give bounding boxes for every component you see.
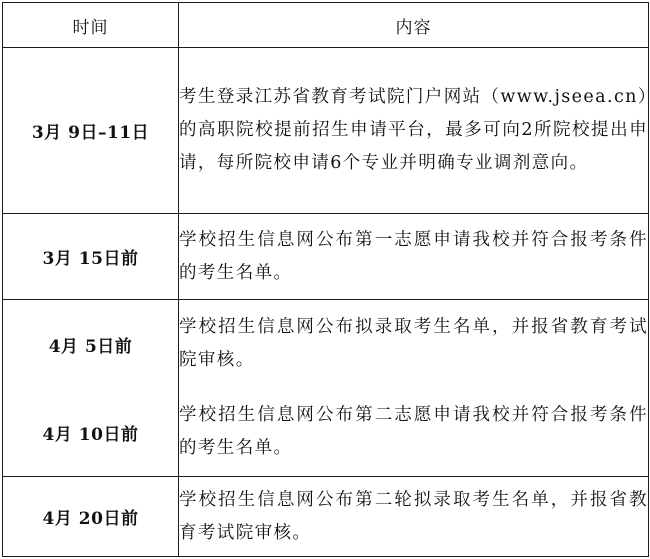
table-header-row <box>3 3 649 48</box>
row-time: 4月 20日前 <box>3 477 179 557</box>
row-content: 学校招生信息网公布第二轮拟录取考生名单，并报省教育考试院审核。 <box>179 477 649 557</box>
row-time: 3月 9日–11日 <box>3 48 179 214</box>
table-row <box>3 48 649 214</box>
table-row <box>3 214 649 300</box>
table-row-merged <box>3 300 649 477</box>
merged-content-cell <box>179 300 649 477</box>
row-content: 考生登录江苏省教育考试院门户网站（www.jseea.cn）的高职院校提前招生申请平台，最多可向2所院校提出申请，每所院校申请6个专业并明确专业调剂意向。 <box>179 48 649 214</box>
enrollment-schedule-table <box>2 2 649 557</box>
row-time: 4月 10日前 <box>42 424 139 445</box>
header-time: 时间 <box>3 3 179 48</box>
row-content: 学校招生信息网公布第一志愿申请我校并符合报考条件的考生名单。 <box>179 214 649 300</box>
row-time: 4月 5日前 <box>48 336 133 357</box>
header-content: 内容 <box>179 3 649 48</box>
row-content: 学校招生信息网公布拟录取考生名单，并报省教育考试院审核。 <box>179 317 648 370</box>
table-row <box>3 477 649 557</box>
merged-time-cell <box>3 300 179 477</box>
row-time: 3月 15日前 <box>3 214 179 300</box>
row-content: 学校招生信息网公布第二志愿申请我校并符合报考条件的考生名单。 <box>179 405 648 458</box>
